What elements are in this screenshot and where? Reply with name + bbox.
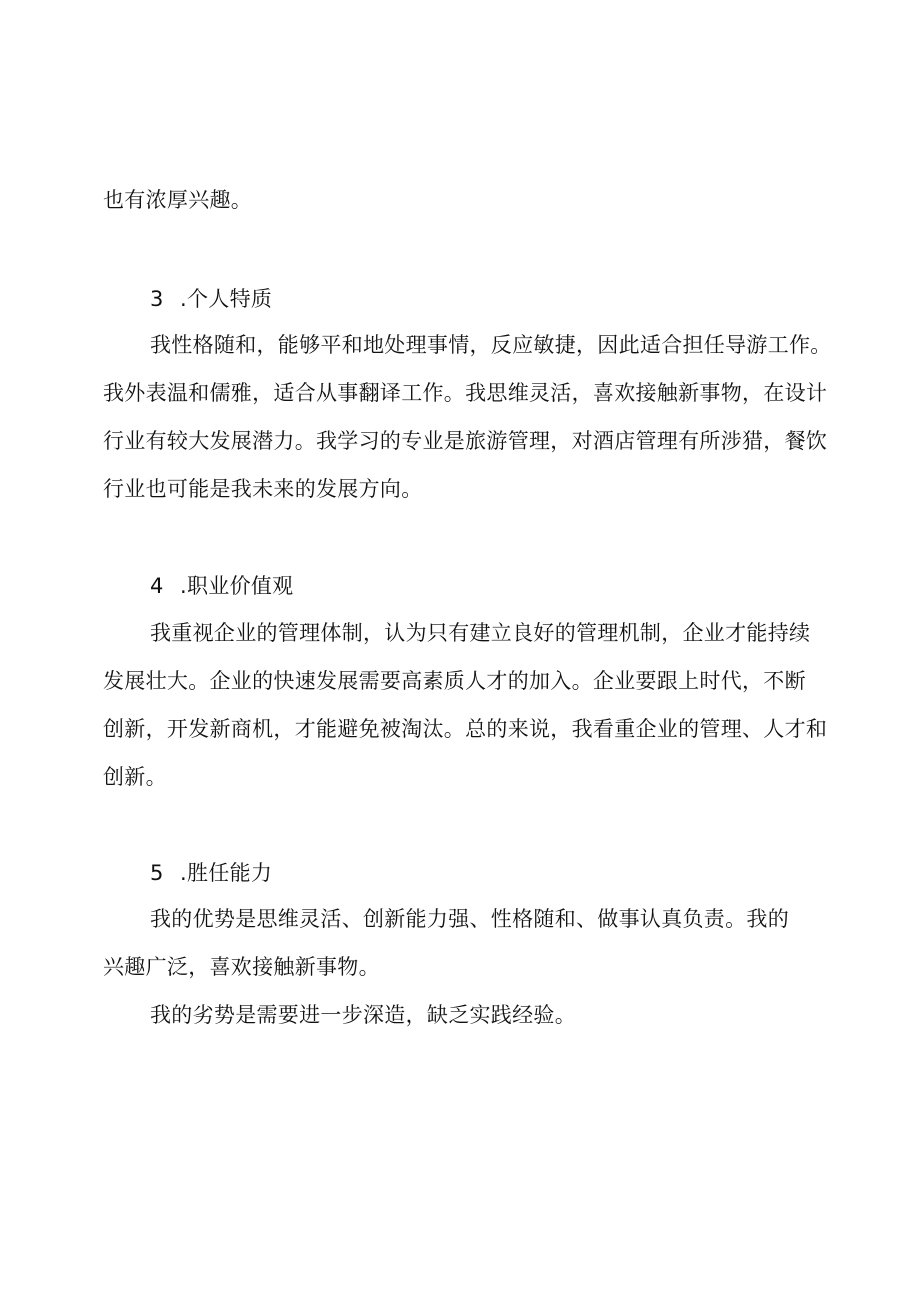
section-5-line-3: 我的劣势是需要进一步深造，缺乏实践经验。: [150, 1003, 576, 1027]
section-4-title: .职业价值观: [180, 574, 294, 598]
section-4-number: 4: [150, 574, 164, 598]
section-4-heading: [150, 571, 293, 601]
paragraph-fragment: 也有浓厚兴趣。: [103, 188, 253, 212]
section-3-number: 3: [150, 287, 164, 311]
section-4-line-1: 我重视企业的管理体制，认为只有建立良好的管理机制，企业才能持续: [150, 621, 811, 645]
section-5-line-1: 我的优势是思维灵活、创新能力强、性格随和、做事认真负责。我的: [150, 907, 789, 931]
section-3-heading: [150, 284, 272, 314]
section-3-line-1: 我性格随和，能够平和地处理事情，反应敏捷，因此适合担任导游工作。: [150, 333, 832, 357]
section-5-number: 5: [150, 861, 164, 885]
section-3-title: .个人特质: [180, 287, 273, 311]
section-4-line-4: 创新。: [103, 765, 167, 789]
section-3-line-4: 行业也可能是我未来的发展方向。: [103, 477, 423, 501]
section-5-line-2: 兴趣广泛，喜欢接触新事物。: [103, 955, 380, 979]
section-5-title: .胜任能力: [180, 861, 273, 885]
section-4-line-2: 发展壮大。企业的快速发展需要高素质人才的加入。企业要跟上时代，不断: [103, 669, 806, 693]
section-5-heading: [150, 858, 272, 888]
section-4-line-3: 创新，开发新商机，才能避免被淘汰。总的来说，我看重企业的管理、人才和: [103, 717, 828, 741]
section-3-line-3: 行业有较大发展潜力。我学习的专业是旅游管理，对酒店管理有所涉猎，餐饮: [103, 429, 828, 453]
section-3-line-2: 我外表温和儒雅，适合从事翻译工作。我思维灵活，喜欢接触新事物，在设计: [103, 381, 828, 405]
